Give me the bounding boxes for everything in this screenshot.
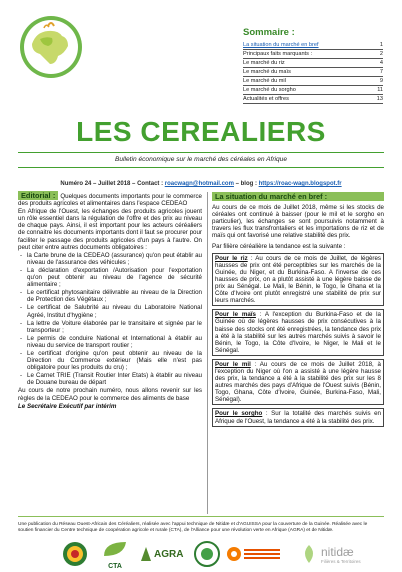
subtitle: Bulletin économique sur le marché des céréales en Afrique (114, 156, 288, 163)
sommaire-title: Sommaire : (243, 27, 295, 38)
sommaire-item[interactable]: Le marché du riz 4 (243, 60, 383, 66)
editorial-paragraph: En Afrique de l'Ouest, les échanges des produits agricoles jouent un rôle essentiel dans la régulation de l'offre et des prix au niveau de chaque pays. Ainsi, il est important pour les acteurs céréaliers de connaitre les documents importants dont il faut se procurer pour faciliter le passage des produits agricoles d'un pays à l'autre. On peut citer entre autres documents obligatoires : (18, 208, 202, 251)
divider (18, 152, 384, 153)
cta-leaf-icon (98, 540, 132, 558)
roac-logo-icon (18, 14, 84, 80)
sorghum-box: Pour le sorgho : Sur la totalité des marchés suivis en Afrique de l'Ouest, la tendance a été à la stabilité des prix. (212, 408, 384, 426)
editorial-paragraph: Au cours de notre prochain numéro, nous allons revenir sur les règles de la CEDEAO pour le commerce des aliments de base (18, 387, 202, 402)
list-item: - Le certificat phytosanitaire délivrable au niveau de la Direction de Protection des Végétaux ; (27, 289, 202, 303)
sommaire-item[interactable]: Le marché du sorgho 11 (243, 87, 383, 93)
aguissa-icon (226, 544, 242, 564)
partner-seal-icon (194, 540, 220, 568)
list-item: - Le permis de conduire National et International à établir au niveau du service de transport routier ; (27, 335, 202, 349)
section-title: La situation du marché en bref : (212, 192, 384, 201)
divider (18, 516, 384, 517)
nitidae-logo: nitidæ Filières & Territoires (300, 540, 384, 568)
rice-box: Pour le riz : Au cours de ce mois de Juillet, de légères hausses de prix ont été perceptibles sur les marchés de la Guinée, du Niger, et du Burkina-Faso. A l'inverse de ces hausses de prix, on a plutôt assisté à une légère baisse de prix au Sénégal. Le Mali, le Bénin, le Togo, le Ghana et la Côte d'Ivoire ont plutôt enregistré une stabilité de prix sur leurs marchés. (212, 253, 384, 307)
market-situation-section (212, 192, 384, 430)
ecowas-logo-icon (62, 540, 88, 568)
sommaire-item[interactable]: Principaux faits marquants : 2 (243, 51, 383, 57)
list-item: - La lettre de Voiture élaborée par le transitaire et signée par le transporteur ; (27, 320, 202, 334)
sommaire-item[interactable]: Le marché du maïs 7 (243, 69, 383, 75)
column-divider (207, 192, 208, 514)
list-item: - Le certificat d'origine qu'on peut obtenir au niveau de la Direction du Commerce extérieur (Mais elle n'est pas obligatoire pour les produits du cru) ; (27, 350, 202, 371)
editorial-section: Editorial : Quelques documents importants pour le commerce des produits agricoles et alimentaires dans l'espace CEDEAO En Afrique de l'Ouest, les échanges des produits agricoles jouent un rôle essentiel dans la régulation de l'offre et des prix au niveau de chaque pays. Ainsi, il est important pour les acteurs céréaliers de connaitre les documents importants dont il faut se procurer pour faciliter le passage des produits agricoles d'un pays à l'autre. On peut citer entre autres documents obligatoires : - la Carte brune de la CEDEAO (assurance) qu'on peut établir au niveau de l'assurance des véhicules ; - La déclaration d'exportation /Autorisation pour l'exportation qu'on peut obtenir au niveau de l'agence de sécurité alimentaire ; - Le certificat phytosanitaire délivrable au niveau de la Direction de Protection des Végétaux ; - Le certificat de Salubrité au niveau du Laboratoire National Agréé, Institut d'hygiène ; - La lettre de Voiture élaborée par le transitaire et signée par le transporteur ; - Le permis de conduire National et International à établir au niveau du service de transport routier ; - Le certificat d'origine qu'on peut obtenir au niveau de la Direction du Commerce extérieur (Mais elle n'est pas obligatoire pour les produits du cru) ; - Le Carnet TRIE (Transit Routier Inter Etats) à établir au niveau de Douane bureau de départ Au cours de notre prochain numéro, nous allons revenir sur les règles de la CEDEAO pour le commerce des aliments de base Le Secrétaire Exécutif par intérim (18, 192, 202, 411)
sommaire-item[interactable]: La situation du marché en bref 1 (243, 42, 383, 48)
list-item: - la Carte brune de la CEDEAO (assurance) qu'on peut établir au niveau de l'assurance des véhicules ; (27, 252, 202, 266)
list-item: - Le Carnet TRIE (Transit Routier Inter Etats) à établir au niveau de Douane bureau de départ (27, 372, 202, 386)
agra-icon (140, 546, 152, 562)
agra-logo: AGRA (140, 540, 184, 568)
editorial-title: Editorial : (18, 191, 58, 200)
sommaire-item[interactable]: Actualités et offres 13 (243, 96, 383, 102)
nitidae-leaf-icon (300, 543, 318, 565)
situation-paragraph: Au cours de ce mois de Juillet 2018, même si les stocks de céréales ont continué à baisser (pour le mil et le sorgho en particulier), les échanges se sont poursuivis notamment à travers les flux transfrontaliers et les importations de riz et de maïs qui ont favorisé une relative stabilité des prix. (212, 204, 384, 240)
footer-text: Une publication du Réseau Ouest-Africain des Céréaliers, réalisée avec l'appui technique de Nitidæ et d'AGUISSA pour la couverture de la Guinée. Réalisée avec le soutien financier du Centre technique de coopération agricole et rurale (CTA), de l'Alliance pour une révolution verte en Afrique (AGRA) et de Nitidæ. (18, 522, 368, 533)
divider (18, 167, 384, 168)
cta-logo: CTA (98, 540, 132, 568)
document-list (18, 252, 202, 387)
issue-meta: Numéro 24 – Juillet 2018 – Contact : roacwagn@hotmail.com – blog : https://roac-wagn.blogspot.fr (60, 181, 342, 187)
page-title: LES CEREALIERS (76, 116, 326, 147)
sommaire-box (243, 27, 383, 104)
email-link[interactable]: roacwagn@hotmail.com (164, 181, 234, 187)
aguissa-logo (226, 540, 282, 568)
list-item: - La déclaration d'exportation /Autorisation pour l'exportation qu'on peut obtenir au niveau de l'agence de sécurité alimentaire ; (27, 267, 202, 288)
millet-box: Pour le mil : Au cours de ce mois de Juillet 2018, à l'exception du Niger où l'on a assisté à une légère hausse des prix, la tendance a été à la stabilité des prix sur les 8 autres marchés des pays d'Afrique de l'Ouest suivis (Bénin, Togo, Ghana, Côte d'Ivoire, Guinée, Burkina-Faso, Mali, Sénégal). (212, 359, 384, 406)
signature: Le Secrétaire Exécutif par intérim (18, 402, 117, 410)
blog-link[interactable]: https://roac-wagn.blogspot.fr (258, 181, 342, 187)
list-item: - Le certificat de Salubrité au niveau du Laboratoire National Agréé, Institut d'hygiène ; (27, 304, 202, 318)
situation-paragraph: Par filière céréalière la tendance est la suivante : (212, 242, 346, 250)
sommaire-item[interactable]: Le marché du mil 9 (243, 78, 383, 84)
maize-box: Pour le maïs : A l'exception du Burkina-Faso et de la Guinée où de légères hausses de prix consécutives à la baisse des stocks ont été enregistrées, la tendance des prix a été à la stabilité sur les autres marchés suivis à savoir le Bénin, le Togo, la Côte d'Ivoire, le Niger, le Mali et le Sénégal. (212, 309, 384, 356)
